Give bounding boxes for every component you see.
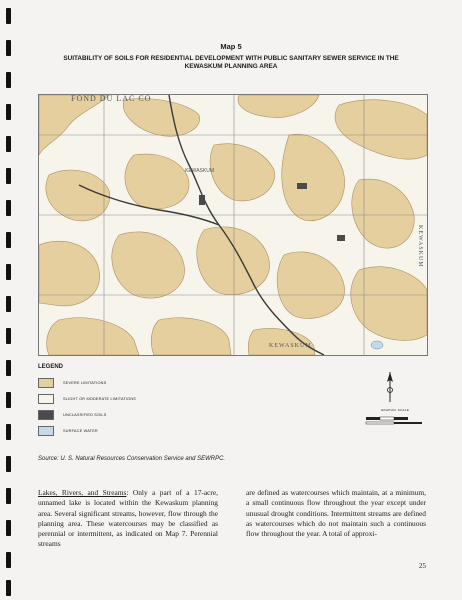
legend-label: UNCLASSIFIED SOILS bbox=[63, 412, 107, 417]
legend-label: SURFACE WATER bbox=[63, 428, 98, 433]
scale-bar-icon bbox=[364, 415, 426, 427]
slight-swatch bbox=[38, 394, 54, 404]
legend-label: SLIGHT OR MODERATE LIMITATIONS bbox=[63, 396, 137, 401]
soil-suitability-map bbox=[38, 94, 428, 356]
bottom-label: KEWASKUM bbox=[269, 343, 312, 349]
legend-item bbox=[38, 391, 258, 406]
legend-item bbox=[38, 423, 258, 438]
legend-item bbox=[38, 375, 258, 390]
graphic-scale bbox=[364, 408, 426, 430]
unclassified-swatch bbox=[38, 410, 54, 420]
legend-label: SEVERE LIMITATIONS bbox=[63, 380, 107, 385]
legend bbox=[38, 364, 258, 439]
source-note: Source: U. S. Natural Resources Conservation Service and SEWRPC. bbox=[38, 456, 226, 462]
body-column-left bbox=[38, 488, 218, 550]
section-heading: Lakes, Rivers, and Streams bbox=[38, 488, 127, 497]
body-text-right: are defined as watercourses which maintain, at a minimum, a small continuous flow throughout the year except under unusual drought conditions. Intermittent streams are defined as watercourses which do not maintain such a continuous flow throughout the year. A total of approxi- bbox=[246, 488, 426, 539]
page-number: 25 bbox=[419, 562, 426, 570]
town-label: KEWASKUM bbox=[185, 168, 214, 174]
water-swatch bbox=[38, 426, 54, 436]
side-label: KEWASKUM bbox=[417, 225, 423, 268]
map-title: SUITABILITY OF SOILS FOR RESIDENTIAL DEVELOPMENT WITH PUBLIC SANITARY SEWER SERVICE IN THE KEWASKUM PLANNING AREA bbox=[63, 55, 399, 70]
map-label: Map 5 bbox=[220, 42, 242, 51]
legend-title: LEGEND bbox=[38, 364, 64, 370]
county-label: FOND DU LAC CO bbox=[71, 94, 152, 103]
body-text-left: : Only a part of a 17-acre, unnamed lake is located within the Kewaskum planning area. Several significant streams, however, flow through the planning area. These watercourses may be classified as perennial or intermittent, as indicated on Map 7. Perennial streams bbox=[38, 488, 218, 549]
scale-label: GRAPHIC SCALE bbox=[380, 408, 410, 412]
legend-item bbox=[38, 407, 258, 422]
north-arrow-icon bbox=[384, 370, 396, 404]
body-column-right bbox=[246, 488, 426, 539]
severe-swatch bbox=[38, 378, 54, 388]
map-canvas bbox=[39, 95, 427, 355]
